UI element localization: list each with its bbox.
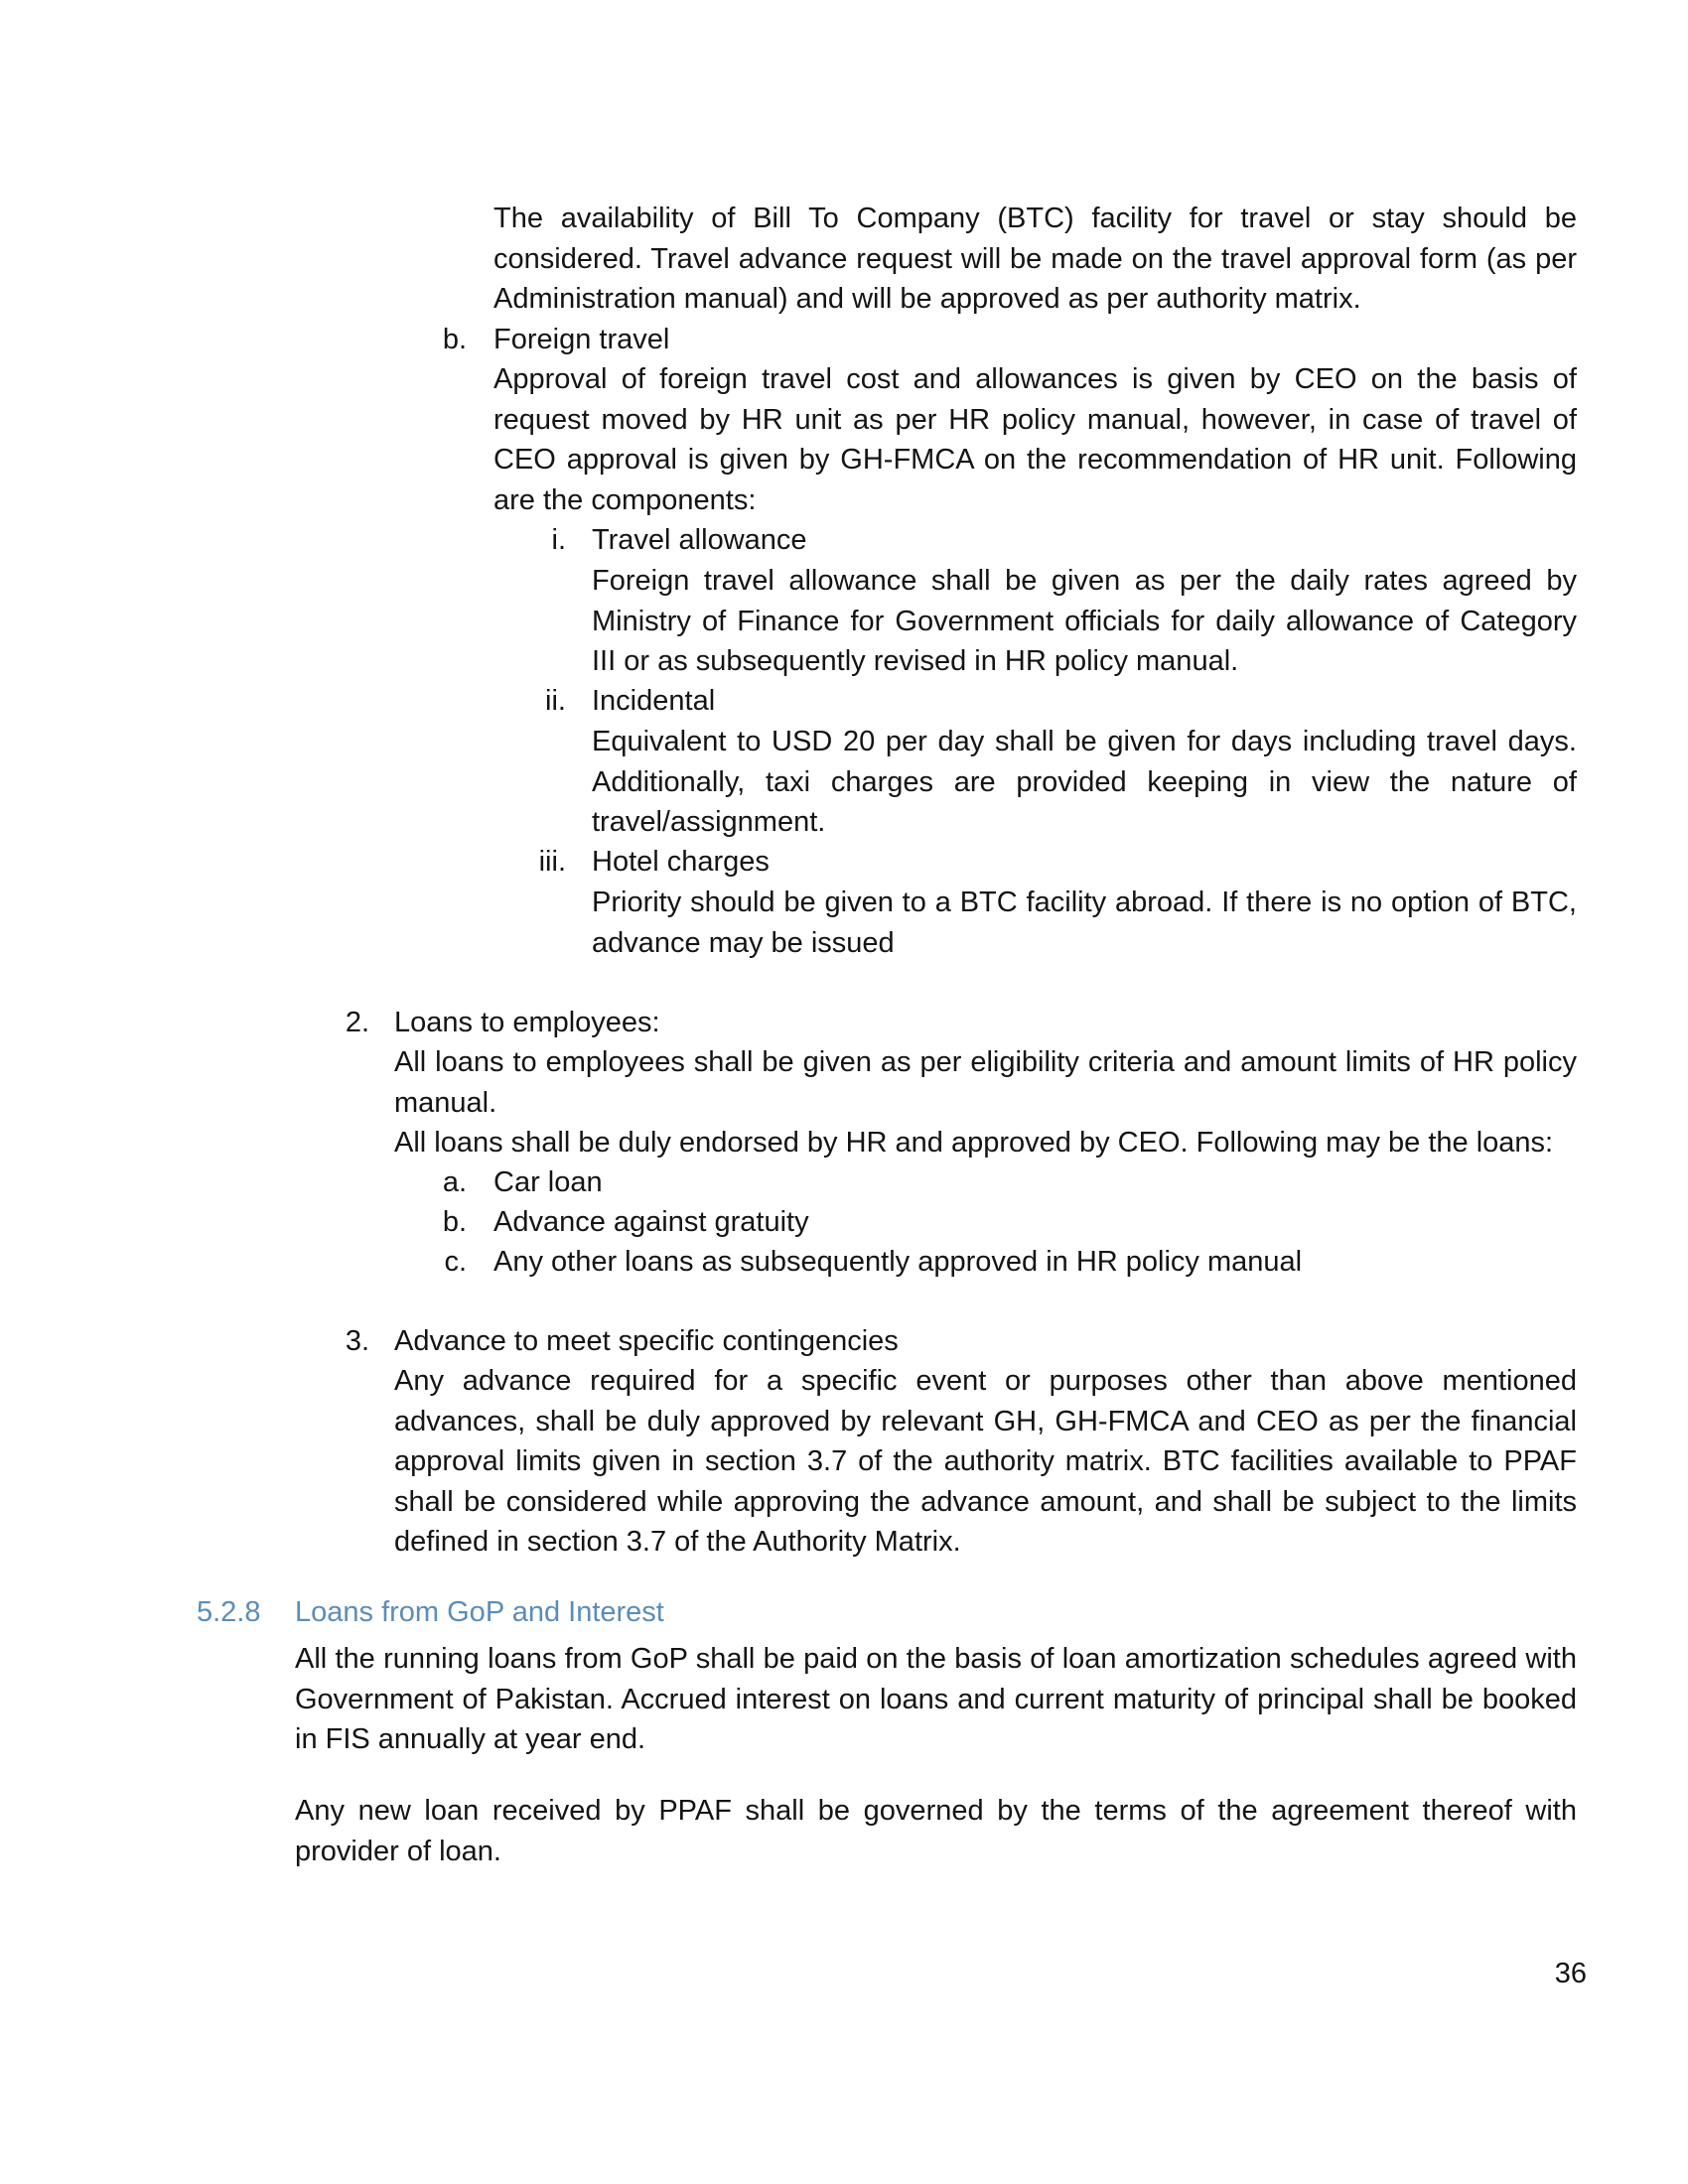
loan-item: Car loan [493, 1166, 603, 1198]
page-number: 36 [1554, 1958, 1587, 1989]
section-number: 5.2.8 [197, 1596, 261, 1628]
contingencies-body: Any advance required for a specific event or purposes other than above mentioned advances, shall be duly approved by relevant GH, GH-FMCA and CEO as per the financial approval limits given in section 3.7 of the authority matrix. BTC facilities available to PPAF shall be considered while approving the advance amount, and shall be subject to the limits defined in section 3.7 of the Authority Matrix. [394, 1365, 1577, 1558]
loans-label: 2. [345, 1007, 369, 1038]
loan-item-label: c. [444, 1246, 467, 1278]
loans-body: All loans to employees shall be given as per eligibility criteria and amount limits of HR policy manual. [394, 1046, 1577, 1119]
loan-item: Any other loans as subsequently approved in HR policy manual [493, 1246, 1303, 1278]
section-paragraph: All the running loans from GoP shall be paid on the basis of loan amortization schedules agreed with Government of Pakistan. Accrued interest on loans and current maturity of principal shall be booked in FIS annually at year end. [295, 1643, 1577, 1755]
intro-paragraph: The availability of Bill To Company (BTC) facility for travel or stay should be considered. Travel advance request will be made on the travel approval form (as per Administration manual) and will be approved as per authority matrix. [493, 203, 1577, 315]
component-title: Travel allowance [592, 524, 807, 556]
component-body: Foreign travel allowance shall be given as per the daily rates agreed by Ministry of Finance for Government officials for daily allowance of Category III or as subsequently revised in HR policy manual. [592, 565, 1577, 677]
loan-item-label: b. [442, 1206, 467, 1238]
foreign-travel-body: Approval of foreign travel cost and allowances is given by CEO on the basis of request moved by HR unit as per HR policy manual, however, in case of travel of CEO approval is given by GH-FMCA on the recommendation of HR unit. Following are the components: [493, 363, 1577, 516]
component-body: Equivalent to USD 20 per day shall be given for days including travel days. Additionally, taxi charges are provided keeping in view the nature of travel/assignment. [592, 726, 1577, 838]
component-title: Hotel charges [592, 846, 770, 878]
component-title: Incidental [592, 685, 716, 717]
component-label: ii. [545, 685, 566, 717]
section-paragraph: Any new loan received by PPAF shall be governed by the terms of the agreement thereof with provider of loan. [295, 1795, 1577, 1867]
component-body: Priority should be given to a BTC facility abroad. If there is no option of BTC, advance may be issued [592, 887, 1577, 959]
component-label: i. [551, 524, 566, 556]
contingencies-title: Advance to meet specific contingencies [394, 1325, 899, 1357]
section-title: Loans from GoP and Interest [295, 1596, 664, 1628]
loans-body: All loans shall be duly endorsed by HR and approved by CEO. Following may be the loans: [394, 1127, 1554, 1159]
loans-title: Loans to employees: [394, 1007, 660, 1038]
foreign-travel-title: Foreign travel [493, 324, 670, 355]
contingencies-label: 3. [345, 1325, 369, 1357]
component-label: iii. [538, 846, 566, 878]
loan-item-label: a. [442, 1166, 467, 1198]
foreign-travel-label: b. [442, 324, 467, 355]
loan-item: Advance against gratuity [493, 1206, 809, 1238]
